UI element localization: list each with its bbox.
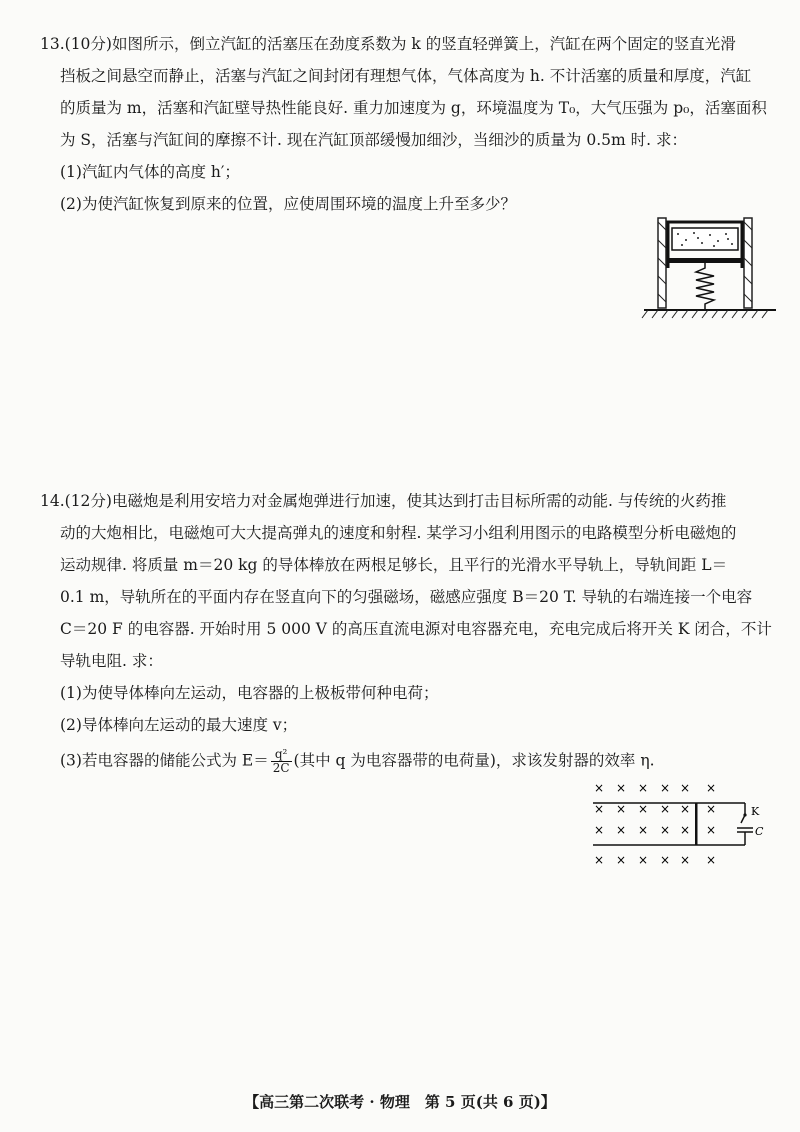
- q14-line-4: 0.1 m，导轨所在的平面内存在竖直向下的匀强磁场，磁感应强度 B＝20 T. 导轨的右端连接一个电容: [60, 588, 753, 606]
- formula-numerator: q²: [271, 748, 292, 762]
- field-cross: ×: [593, 823, 605, 837]
- field-cross: ×: [679, 823, 691, 837]
- field-cross: ×: [637, 781, 649, 795]
- field-cross: ×: [705, 823, 717, 837]
- q13-part-2: (2)为使汽缸恢复到原来的位置，应使周围环境的温度上升至多少？: [60, 195, 516, 213]
- q13-part-1: (1)汽缸内气体的高度 h′；: [60, 163, 240, 181]
- field-cross: ×: [659, 802, 671, 816]
- field-cross: ×: [659, 853, 671, 867]
- q14-line-3: 运动规律. 将质量 m＝20 kg 的导体棒放在两根足够长，且平行的光滑水平导轨上，导轨间距 L＝: [60, 556, 728, 574]
- q14-line-5: C＝20 F 的电容器. 开始时用 5 000 V 的高压直流电源对电容器充电，充电完成后将开关 K 闭合，不计: [60, 620, 772, 638]
- magnetic-field-crosses: [594, 781, 716, 867]
- field-cross: ×: [679, 853, 691, 867]
- field-cross: ×: [593, 802, 605, 816]
- q14-line-1: 14.(12分)电磁炮是利用安培力对金属炮弹进行加速，使其达到打击目标所需的动能. 与传统的火药推: [40, 492, 727, 510]
- q14-line-2: 动的大炮相比，电磁炮可大大提高弹丸的速度和射程. 某学习小组利用图示的电路模型分析电磁炮的: [60, 524, 737, 542]
- field-cross: ×: [637, 802, 649, 816]
- field-cross: ×: [705, 781, 717, 795]
- energy-formula-fraction: [271, 748, 292, 775]
- rail-capacitor-diagram: [585, 775, 775, 870]
- field-cross: ×: [615, 823, 627, 837]
- q14-part-1: (1)为使导体棒向左运动，电容器的上极板带何种电荷；: [60, 684, 439, 702]
- cylinder-spring-diagram: [640, 210, 780, 325]
- q13-line-2: 挡板之间悬空而静止，活塞与汽缸之间封闭有理想气体，气体高度为 h. 不计活塞的质量和厚度，汽缸: [60, 67, 752, 85]
- q14-part-3: [60, 748, 785, 775]
- field-cross: ×: [615, 781, 627, 795]
- field-cross: ×: [679, 781, 691, 795]
- field-cross: ×: [705, 802, 717, 816]
- field-cross: ×: [679, 802, 691, 816]
- field-cross: ×: [593, 781, 605, 795]
- field-cross: ×: [615, 853, 627, 867]
- page-footer: 【高三第二次联考 · 物理 第 5 页(共 6 页)】: [244, 1093, 556, 1111]
- field-cross: ×: [637, 853, 649, 867]
- q13-line-1: 13.(10分)如图所示，倒立汽缸的活塞压在劲度系数为 k 的竖直轻弹簧上，汽缸在两个固定的竖直光滑: [40, 35, 736, 53]
- q14-line-6: 导轨电阻. 求：: [60, 652, 163, 670]
- field-cross: ×: [659, 823, 671, 837]
- q14-part-3-suffix: (其中 q 为电容器带的电荷量)，求该发射器的效率 η.: [293, 751, 655, 770]
- formula-denominator: 2C: [272, 761, 290, 775]
- field-cross: ×: [615, 802, 627, 816]
- q14-part-2: (2)导体棒向左运动的最大速度 v；: [60, 716, 298, 734]
- switch-label: K: [751, 805, 760, 818]
- capacitor-label: C: [755, 825, 764, 838]
- field-cross: ×: [637, 823, 649, 837]
- q13-line-4: 为 S，活塞与汽缸间的摩擦不计. 现在汽缸顶部缓慢加细沙，当细沙的质量为 0.5m 时. 求：: [60, 131, 687, 149]
- field-cross: ×: [593, 853, 605, 867]
- q14-part-3-prefix: (3)若电容器的储能公式为 E＝: [60, 751, 269, 770]
- q13-line-3: 的质量为 m，活塞和汽缸壁导热性能良好. 重力加速度为 g，环境温度为 T₀，大气压强为 p₀，活塞面积: [60, 99, 767, 117]
- field-cross: ×: [659, 781, 671, 795]
- field-cross: ×: [705, 853, 717, 867]
